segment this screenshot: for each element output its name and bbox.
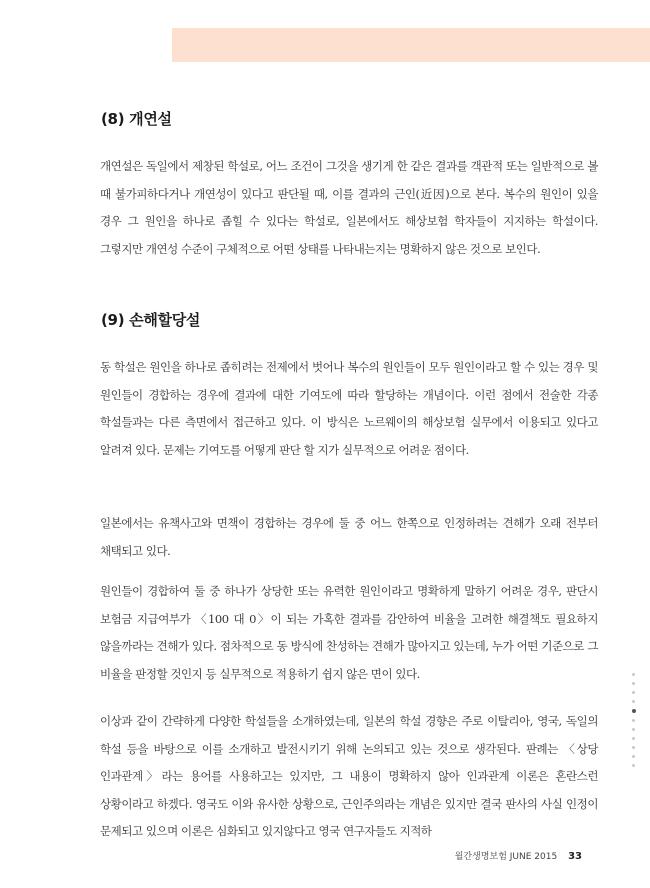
section-heading-probability-theory: (8) 개연설: [101, 110, 172, 128]
indicator-dot: [632, 700, 635, 703]
publication-name: 월간생명보험: [454, 852, 507, 862]
indicator-dot: [632, 673, 635, 676]
indicator-dot: [632, 728, 635, 731]
issue-date: JUNE 2015: [509, 852, 558, 862]
paragraph-loss-allocation-2: 일본에서는 유책사고와 면책이 경합하는 경우에 둘 중 어느 한쪽으로 인정하려는 견해가 오래 전부터 채택되고 있다.: [100, 516, 598, 558]
indicator-dot: [632, 764, 635, 767]
page-position-indicator: [631, 673, 637, 773]
page-footer: [455, 849, 582, 862]
indicator-dot: [632, 691, 635, 694]
page-number: 33: [568, 851, 582, 862]
indicator-dot: [632, 737, 635, 740]
indicator-dot: [632, 719, 635, 722]
paragraph-loss-allocation-1: 동 학설은 원인을 하나로 좁히려는 전제에서 벗어나 복수의 원인들이 모두 원인이라고 할 수 있는 경우 및 원인들이 경합하는 경우에 결과에 대한 기여도에 따라 할당하는 개념이다. 이런 점에서 전술한 각종 학설들과는 다른 측면에서 접근하고 있다. 이 방식은 노르웨이의 해상보험 실무에서 이용되고 있다고 알려져 있다. 문제는 기여도를 어떻게 판단 할 지가 실무적으로 어려운 점이다.: [100, 360, 598, 457]
indicator-dot: [632, 755, 635, 758]
paragraph-loss-allocation-3: 원인들이 경합하여 둘 중 하나가 상당한 또는 유력한 원인이라고 명확하게 말하기 어려운 경우, 판단시 보험금 지급여부가 〈100 대 0〉이 되는 가혹한 결과를 감안하여 비율을 고려한 해결책도 필요하지 않을까라는 견해가 있다. 점차적으로 동 방식에 찬성하는 견해가 많아지고 있는데, 누가 어떤 기준으로 그 비율을 판정할 것인지 등 실무적으로 적용하기 쉽지 않은 면이 있다.: [100, 584, 598, 681]
section-heading-loss-allocation-theory: (9) 손해할당설: [101, 311, 201, 329]
top-banner: [172, 28, 650, 62]
indicator-dot-active: [632, 709, 636, 713]
paragraph-loss-allocation-4: 이상과 같이 간략하게 다양한 학설들을 소개하였는데, 일본의 학설 경향은 주로 이탈리아, 영국, 독일의 학설 등을 바탕으로 이를 소개하고 발전시키기 위해 논의되고 있는 것으로 생각된다. 판례는 〈상당 인과관계〉라는 용어를 사용하고는 있지만, 그 내용이 명확하지 않아 인과관계 이론은 혼란스런 상황이라고 하겠다. 영국도 이와 유사한 상황으로, 근인주의라는 개념은 있지만 결국 판사의 사실 인정이 문제되고 있으며 이론은 심화되고 있지않다고 영국 연구자들도 지적하: [100, 714, 598, 839]
indicator-dot: [632, 682, 635, 685]
indicator-dot: [632, 746, 635, 749]
paragraph-probability-theory: 개연설은 독일에서 제창된 학설로, 어느 조건이 그것을 생기게 한 같은 결과를 객관적 또는 일반적으로 볼 때 불가피하다거나 개연성이 있다고 판단될 때, 이를 결과의 근인(近因)으로 본다. 복수의 원인이 있을 경우 그 원인을 하나로 좁힐 수 있다는 학설로, 일본에서도 해상보험 학자들이 지지하는 학설이다. 그렇지만 개연성 수준이 구체적으로 어떤 상태를 나타내는지는 명확하지 않은 것으로 보인다.: [100, 159, 598, 256]
